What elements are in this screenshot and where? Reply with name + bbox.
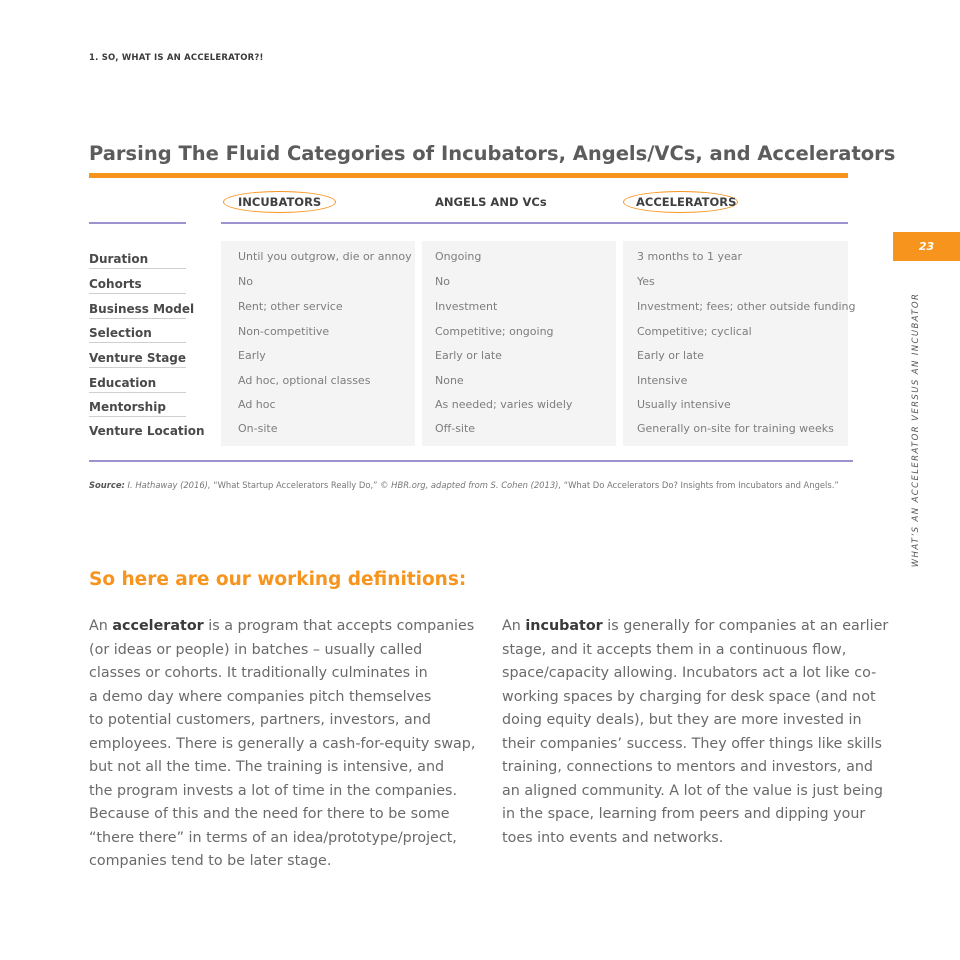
source-note bbox=[89, 480, 839, 490]
table-cell: None bbox=[435, 374, 464, 387]
paragraph-line: the program invests a lot of time in the companies. bbox=[89, 782, 458, 799]
table-cell: Rent; other service bbox=[238, 300, 343, 313]
source-text: © HBR.org, adapted from S. Cohen (2013), bbox=[377, 480, 564, 490]
table-cell: As needed; varies widely bbox=[435, 398, 573, 411]
paragraph-line bbox=[502, 615, 888, 639]
column-header-accelerators: ACCELERATORS bbox=[636, 195, 737, 209]
paragraph-line: doing equity deals), but they are more invested in bbox=[502, 712, 862, 728]
row-label: Mentorship bbox=[89, 393, 186, 417]
table-cell: Intensive bbox=[637, 374, 688, 387]
row-label: Duration bbox=[89, 245, 186, 269]
page-number: 23 bbox=[918, 240, 935, 253]
paragraph-line: employees. There is generally a cash-for-equity swap, bbox=[89, 735, 476, 752]
table-cell: Yes bbox=[637, 275, 655, 288]
row-label: Education bbox=[89, 369, 186, 393]
table-cell: Usually intensive bbox=[637, 398, 731, 411]
table-cell: Ad hoc bbox=[238, 398, 276, 411]
row-label: Selection bbox=[89, 319, 186, 343]
column-header-incubators: INCUBATORS bbox=[238, 195, 322, 209]
incubator-term: incubator bbox=[525, 618, 603, 634]
accelerators-column bbox=[623, 241, 848, 446]
definitions-heading: So here are our working definitions: bbox=[89, 569, 467, 590]
text-run: is generally for companies at an earlier bbox=[602, 618, 889, 634]
running-header: 1. SO, WHAT IS AN ACCELERATOR?! bbox=[89, 53, 264, 63]
table-title: Parsing The Fluid Categories of Incubators, Angels/VCs, and Accelerators bbox=[89, 142, 896, 165]
table-cell: 3 months to 1 year bbox=[637, 250, 742, 263]
text-run: is a program that accepts companies bbox=[203, 618, 475, 634]
paragraph-line: “there there” in terms of an idea/prototype/project, bbox=[89, 829, 457, 846]
paragraph-line: but not all the time. The training is intensive, and bbox=[89, 759, 445, 775]
row-label: Cohorts bbox=[89, 270, 186, 294]
paragraph-line: a demo day where companies pitch themselves bbox=[89, 688, 432, 705]
table-cell: Early or late bbox=[435, 349, 502, 362]
page-number-tab bbox=[893, 232, 960, 261]
paragraph-line: stage, and it accepts them in a continuous flow, bbox=[502, 641, 847, 658]
row-label: Business Model bbox=[89, 295, 186, 319]
table-cell: Ongoing bbox=[435, 250, 482, 263]
table-cell: Competitive; ongoing bbox=[435, 325, 554, 338]
table-cell: Investment; fees; other outside funding bbox=[637, 300, 856, 313]
table-cell: Competitive; cyclical bbox=[637, 325, 752, 338]
source-text: “What Startup Accelerators Really Do,” bbox=[213, 480, 378, 490]
paragraph-line: classes or cohorts. It traditionally culminates in bbox=[89, 665, 428, 681]
table-cell: Until you outgrow, die or annoy bbox=[238, 250, 412, 263]
side-section-title: WHAT’S AN ACCELERATOR VERSUS AN INCUBATOR bbox=[911, 292, 921, 568]
paragraph-line: an aligned community. A lot of the value is just being bbox=[502, 782, 883, 799]
source-label: Source: bbox=[89, 480, 125, 490]
incubators-column bbox=[221, 241, 415, 446]
paragraph-line: their companies’ success. They offer things like skills bbox=[502, 735, 882, 752]
table-cell: Ad hoc, optional classes bbox=[238, 374, 371, 387]
table-cell: Early bbox=[238, 349, 266, 362]
paragraph-line: companies tend to be later stage. bbox=[89, 853, 332, 869]
paragraph-line bbox=[89, 615, 475, 639]
angels-vcs-column bbox=[422, 241, 616, 446]
title-underline bbox=[89, 173, 848, 178]
paragraph-line: (or ideas or people) in batches – usually called bbox=[89, 641, 423, 658]
accelerator-term: accelerator bbox=[112, 618, 204, 634]
table-cell: Off-site bbox=[435, 422, 476, 435]
source-text: I. Hathaway (2016), bbox=[124, 480, 214, 490]
incubator-definition bbox=[502, 615, 888, 850]
text-run: An bbox=[502, 618, 526, 634]
paragraph-line: space/capacity allowing. Incubators act a lot like co- bbox=[502, 665, 877, 681]
source-text: “What Do Accelerators Do? Insights from Incubators and Angels.” bbox=[563, 480, 839, 490]
paragraph-line: toes into events and networks. bbox=[502, 829, 724, 846]
table-bottom-rule bbox=[89, 460, 853, 462]
table-cell: Generally on-site for training weeks bbox=[637, 422, 834, 435]
paragraph-line: Because of this and the need for there to be some bbox=[89, 806, 450, 822]
table-cell: On-site bbox=[238, 422, 278, 435]
row-label: Venture Location bbox=[89, 424, 205, 438]
paragraph-line: working spaces by charging for desk space (and not bbox=[502, 688, 876, 705]
table-cell: No bbox=[238, 275, 253, 288]
paragraph-line: to potential customers, partners, investors, and bbox=[89, 712, 431, 728]
column-header-angels-vcs: ANGELS AND VCs bbox=[435, 195, 547, 209]
table-cell: Non-competitive bbox=[238, 325, 330, 338]
accelerator-definition bbox=[89, 615, 475, 874]
row-label: Venture Stage bbox=[89, 344, 186, 368]
table-cell: Early or late bbox=[637, 349, 704, 362]
table-cell: Investment bbox=[435, 300, 498, 313]
table-cell: No bbox=[435, 275, 450, 288]
header-rule-left bbox=[89, 222, 186, 224]
text-run: An bbox=[89, 618, 113, 634]
paragraph-line: in the space, learning from peers and dipping your bbox=[502, 806, 866, 822]
header-rule-right bbox=[221, 222, 848, 224]
paragraph-line: training, connections to mentors and investors, and bbox=[502, 759, 873, 775]
